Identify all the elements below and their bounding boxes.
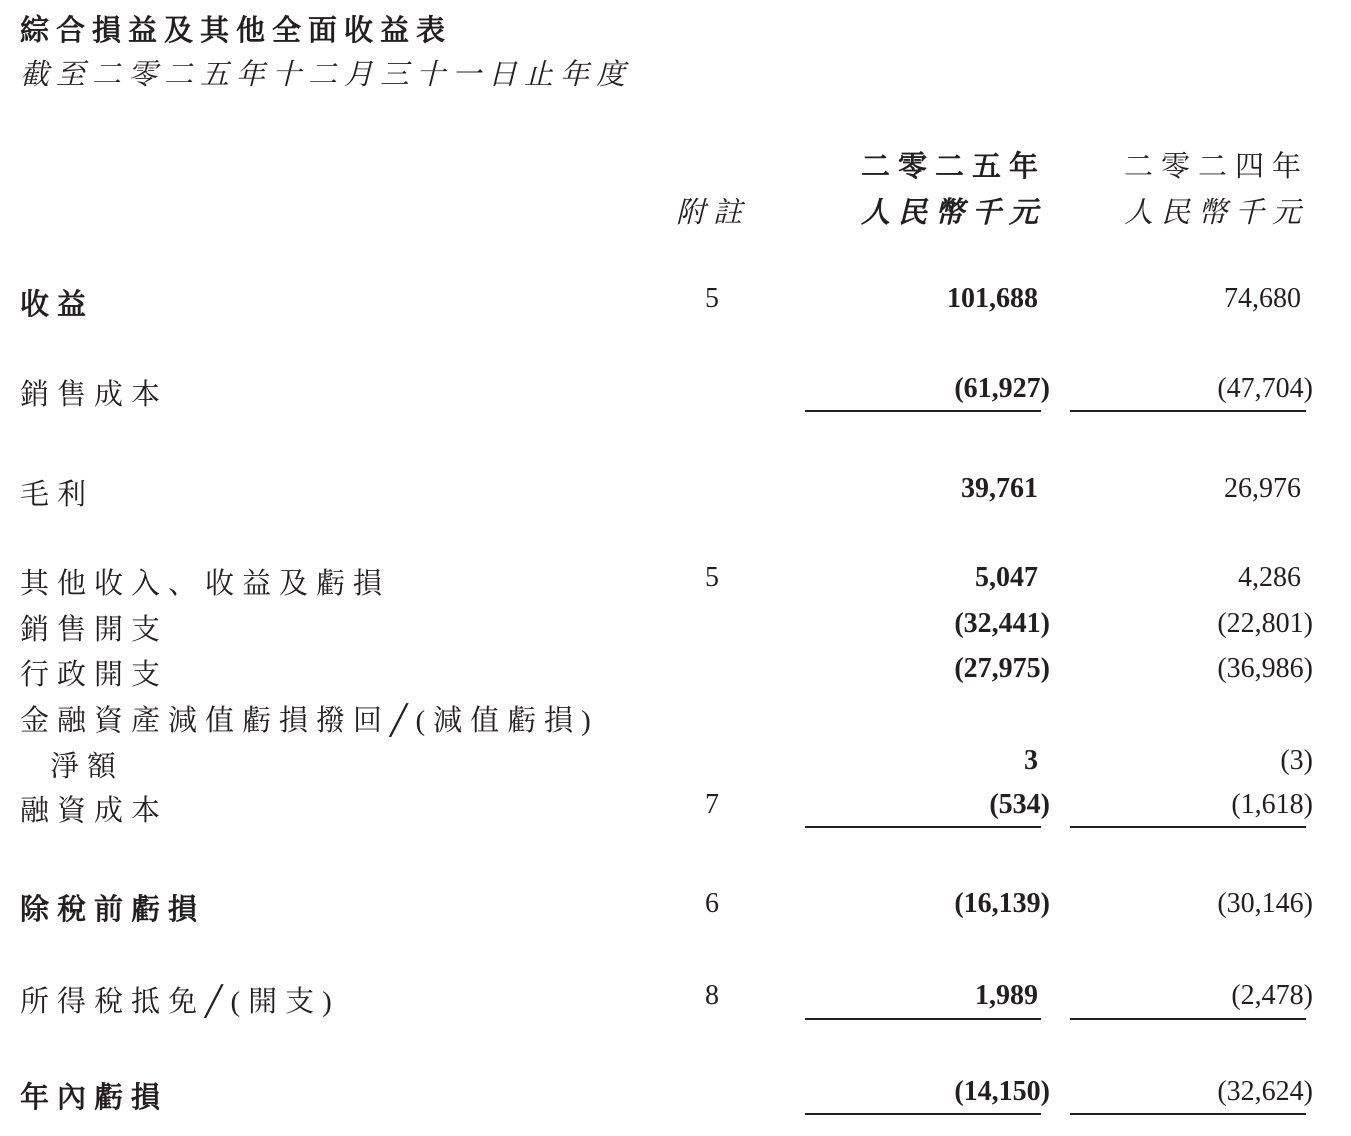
value-2025: (61,927) [954, 373, 1050, 404]
row-label: 年內虧損 [20, 1082, 169, 1114]
underline-2025 [805, 1018, 1041, 1020]
row-label: 毛利 [20, 479, 95, 511]
value-2024: (3) [1280, 745, 1313, 776]
underline-2025 [805, 826, 1041, 828]
value-2025: (16,139) [954, 888, 1050, 919]
row-label: 行政開支 [20, 659, 169, 691]
value-2025: 5,047 [975, 562, 1038, 593]
row-label: 除稅前虧損 [20, 894, 206, 926]
unit-2024-header: 人民幣千元 [1123, 197, 1309, 229]
value-2024: (22,801) [1217, 608, 1313, 639]
row-label: 其他收入、收益及虧損 [20, 568, 391, 600]
value-2025: (32,441) [954, 608, 1050, 639]
year-2024-header: 二零二四年 [1123, 151, 1309, 183]
page-subtitle: 截至二零二五年十二月三十一日止年度 [20, 59, 633, 91]
page-title: 綜合損益及其他全面收益表 [20, 15, 453, 47]
value-2025: 101,688 [947, 283, 1038, 314]
value-2024: 74,680 [1224, 283, 1301, 314]
row-note: 8 [705, 980, 719, 1011]
row-label: 收益 [20, 289, 95, 321]
row-note: 5 [705, 562, 719, 593]
value-2024: (30,146) [1217, 888, 1313, 919]
row-label: 銷售開支 [20, 614, 169, 646]
underline-2025 [805, 410, 1041, 412]
underline-2024 [1070, 1113, 1306, 1115]
row-label: 所得稅抵免╱(開支) [20, 986, 340, 1018]
value-2025: 39,761 [961, 473, 1038, 504]
unit-2025-header: 人民幣千元 [860, 197, 1046, 229]
row-label: 金融資產減值虧損撥回╱(減值虧損) [20, 705, 599, 737]
value-2024: (47,704) [1217, 373, 1313, 404]
value-2025: 1,989 [975, 980, 1038, 1011]
underline-2024 [1070, 826, 1306, 828]
row-label-cont: 淨額 [50, 751, 125, 783]
value-2024: (36,986) [1217, 653, 1313, 684]
year-2025-header: 二零二五年 [860, 151, 1046, 183]
row-label: 融資成本 [20, 795, 169, 827]
value-2024: (32,624) [1217, 1076, 1313, 1107]
value-2024: 4,286 [1238, 562, 1301, 593]
row-note: 6 [705, 888, 719, 919]
note-column-header: 附註 [676, 197, 751, 229]
value-2025: (534) [989, 789, 1050, 820]
value-2024: (2,478) [1231, 980, 1313, 1011]
row-label: 銷售成本 [20, 379, 169, 411]
row-note: 7 [705, 789, 719, 820]
underline-2024 [1070, 410, 1306, 412]
value-2025: (14,150) [954, 1076, 1050, 1107]
underline-2024 [1070, 1018, 1306, 1020]
value-2025: 3 [1024, 745, 1038, 776]
underline-2025 [805, 1113, 1041, 1115]
value-2024: 26,976 [1224, 473, 1301, 504]
row-note: 5 [705, 283, 719, 314]
value-2024: (1,618) [1231, 789, 1313, 820]
value-2025: (27,975) [954, 653, 1050, 684]
